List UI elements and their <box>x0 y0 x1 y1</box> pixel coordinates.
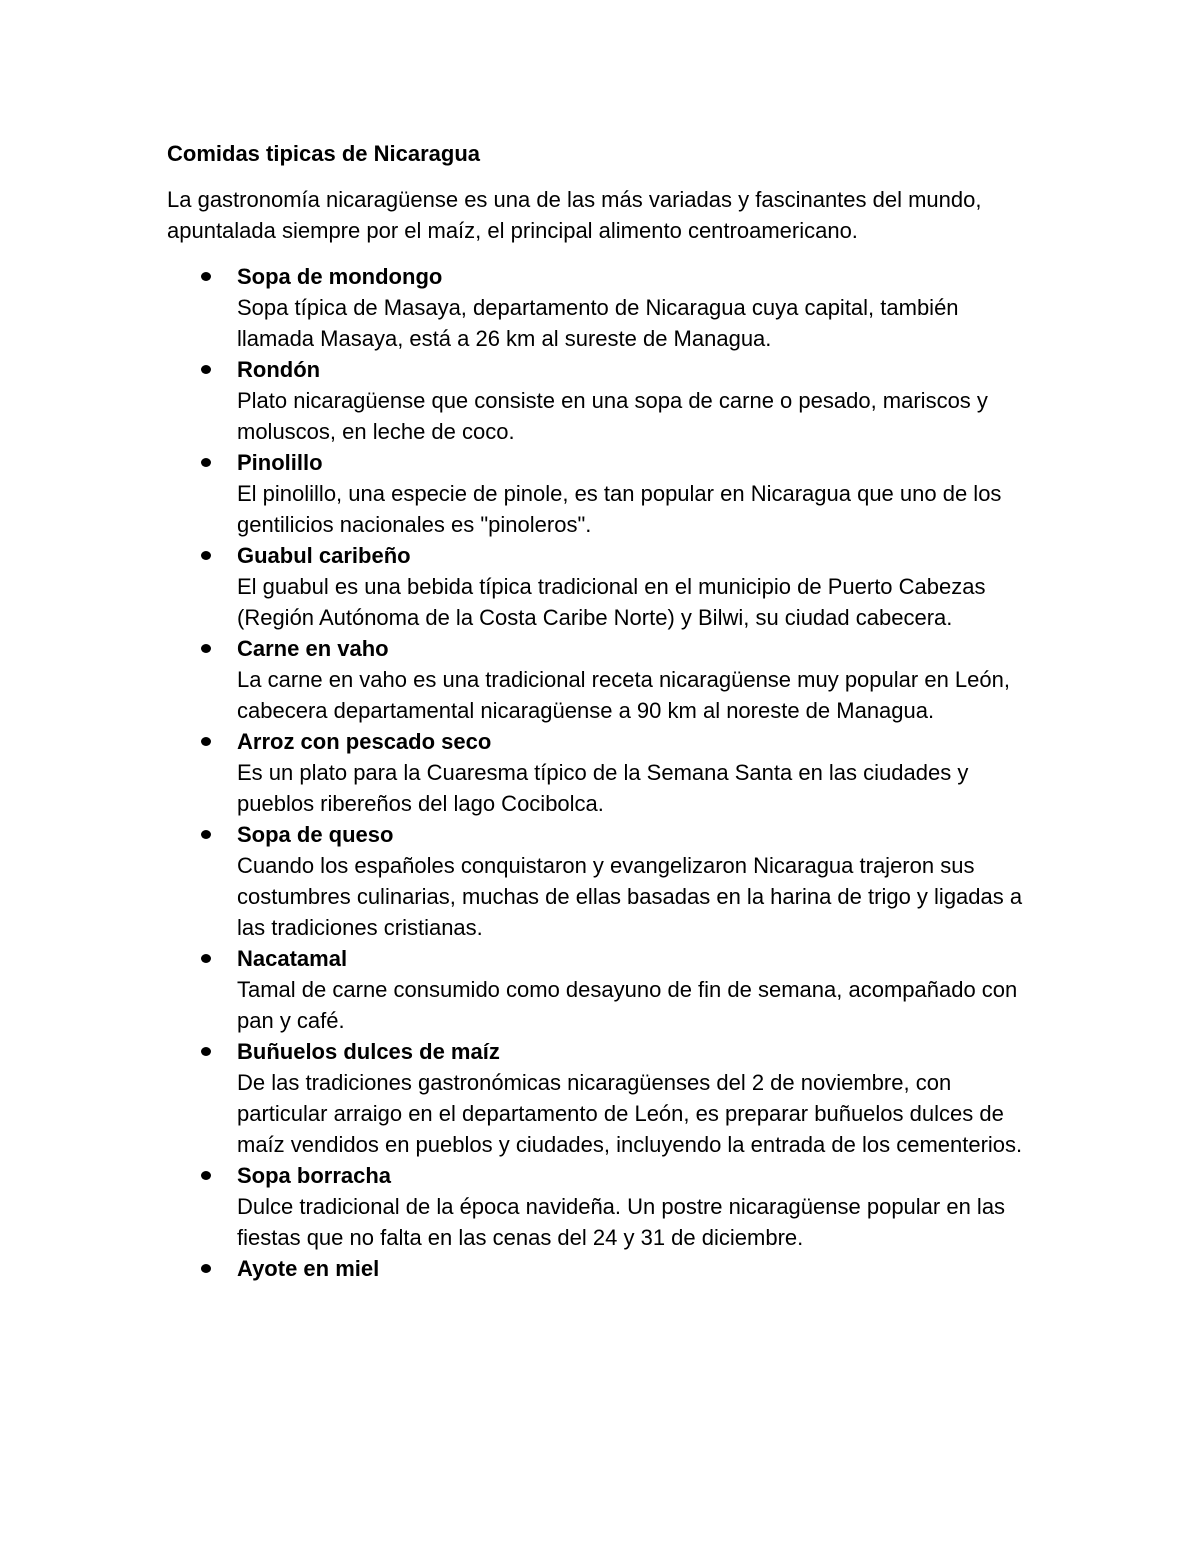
dish-title: Sopa de mondongo <box>237 264 443 289</box>
dish-description: Plato nicaragüense que consiste en una sopa de carne o pesado, mariscos y moluscos, en leche de coco. <box>237 388 988 444</box>
list-item <box>167 633 1047 726</box>
dish-description: Cuando los españoles conquistaron y evangelizaron Nicaragua trajeron sus costumbres culinarias, muchas de ellas basadas en la harina de trigo y ligadas a las tradiciones cristianas. <box>237 853 1023 940</box>
list-item <box>167 1253 1047 1284</box>
bullet-icon <box>201 644 211 653</box>
dish-title: Carne en vaho <box>237 636 389 661</box>
dish-description: El guabul es una bebida típica tradicional en el municipio de Puerto Cabezas (Región Autónoma de la Costa Caribe Norte) y Bilwi, su ciudad cabecera. <box>237 574 986 630</box>
bullet-icon <box>201 1047 211 1056</box>
bullet-icon <box>201 551 211 560</box>
dish-title: Arroz con pescado seco <box>237 729 492 754</box>
bullet-icon <box>201 1264 211 1273</box>
bullet-icon <box>201 954 211 963</box>
bullet-icon <box>201 830 211 839</box>
dish-title: Pinolillo <box>237 450 323 475</box>
list-item <box>167 540 1047 633</box>
list-item <box>167 943 1047 1036</box>
dish-title: Nacatamal <box>237 946 348 971</box>
document-title: Comidas tipicas de Nicaragua <box>167 141 480 166</box>
dish-description: Dulce tradicional de la época navideña. Un postre nicaragüense popular en las fiestas que no falta en las cenas del 24 y 31 de diciembre. <box>237 1194 1006 1250</box>
dish-list <box>167 261 1047 1284</box>
list-item <box>167 354 1047 447</box>
dish-title: Guabul caribeño <box>237 543 411 568</box>
list-item <box>167 726 1047 819</box>
list-item <box>167 447 1047 540</box>
bullet-icon <box>201 458 211 467</box>
document-body <box>167 138 1047 1284</box>
dish-title: Rondón <box>237 357 321 382</box>
dish-title: Ayote en miel <box>237 1256 380 1281</box>
dish-description: Sopa típica de Masaya, departamento de Nicaragua cuya capital, también llamada Masaya, está a 26 km al sureste de Managua. <box>237 295 959 351</box>
intro-paragraph: La gastronomía nicaragüense es una de las más variadas y fascinantes del mundo, apuntalada siempre por el maíz, el principal alimento centroamericano. <box>167 187 982 243</box>
dish-description: Es un plato para la Cuaresma típico de la Semana Santa en las ciudades y pueblos ribereños del lago Cocibolca. <box>237 760 969 816</box>
bullet-icon <box>201 272 211 281</box>
dish-title: Buñuelos dulces de maíz <box>237 1039 500 1064</box>
bullet-icon <box>201 737 211 746</box>
bullet-icon <box>201 1171 211 1180</box>
dish-title: Sopa borracha <box>237 1163 392 1188</box>
dish-description: De las tradiciones gastronómicas nicaragüenses del 2 de noviembre, con particular arraigo en el departamento de León, es preparar buñuelos dulces de maíz vendidos en pueblos y ciudades, incluyendo la entrada de los cementerios. <box>237 1070 1023 1157</box>
dish-title: Sopa de queso <box>237 822 394 847</box>
list-item <box>167 819 1047 943</box>
list-item <box>167 1160 1047 1253</box>
dish-description: La carne en vaho es una tradicional receta nicaragüense muy popular en León, cabecera departamental nicaragüense a 90 km al noreste de Managua. <box>237 667 1010 723</box>
bullet-icon <box>201 365 211 374</box>
list-item <box>167 261 1047 354</box>
dish-description: Tamal de carne consumido como desayuno de fin de semana, acompañado con pan y café. <box>237 977 1018 1033</box>
list-item <box>167 1036 1047 1160</box>
dish-description: El pinolillo, una especie de pinole, es tan popular en Nicaragua que uno de los gentilicios nacionales es "pinoleros". <box>237 481 1002 537</box>
